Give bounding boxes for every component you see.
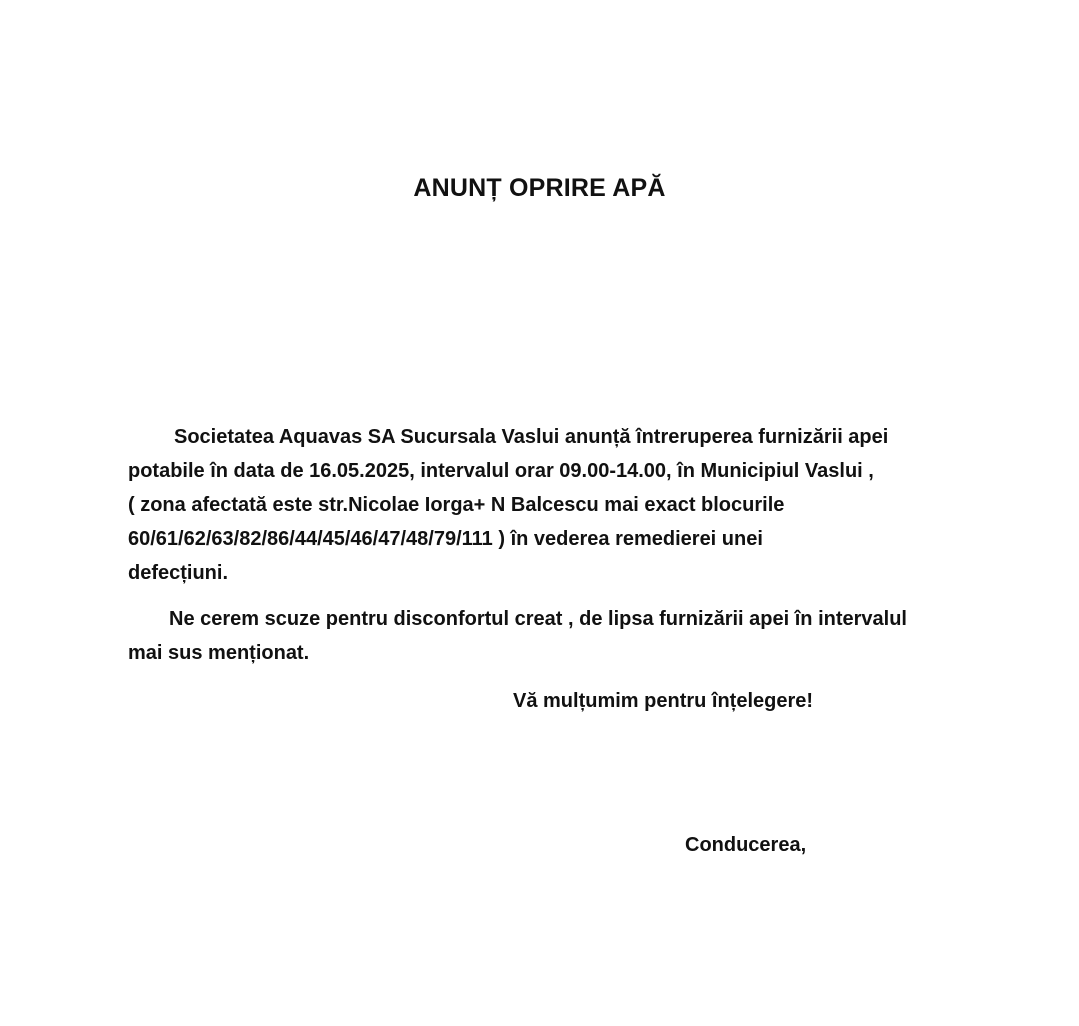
paragraph-line: Ne cerem scuze pentru disconfortul creat , de lipsa furnizării apei în intervalul bbox=[169, 608, 907, 630]
paragraph-line: 60/61/62/63/82/86/44/45/46/47/48/79/111 ) în vederea remedierei unei bbox=[128, 528, 763, 550]
paragraph-line: potabile în data de 16.05.2025, intervalul orar 09.00-14.00, în Municipiul Vaslui , bbox=[128, 460, 874, 482]
thanks-line: Vă mulțumim pentru înțelegere! bbox=[513, 690, 814, 712]
paragraph-line: mai sus menționat. bbox=[128, 642, 310, 664]
paragraph-line: defecțiuni. bbox=[128, 562, 229, 584]
paragraph-line: Societatea Aquavas SA Sucursala Vaslui anunță întreruperea furnizării apei bbox=[174, 426, 889, 448]
signature: Conducerea, bbox=[685, 834, 807, 856]
paragraph-line: ( zona afectată este str.Nicolae Iorga+ N Balcescu mai exact blocurile bbox=[128, 494, 785, 516]
apology-paragraph bbox=[128, 602, 998, 670]
document-title: ANUNȚ OPRIRE APĂ bbox=[413, 174, 666, 202]
announcement-paragraph bbox=[128, 420, 998, 590]
